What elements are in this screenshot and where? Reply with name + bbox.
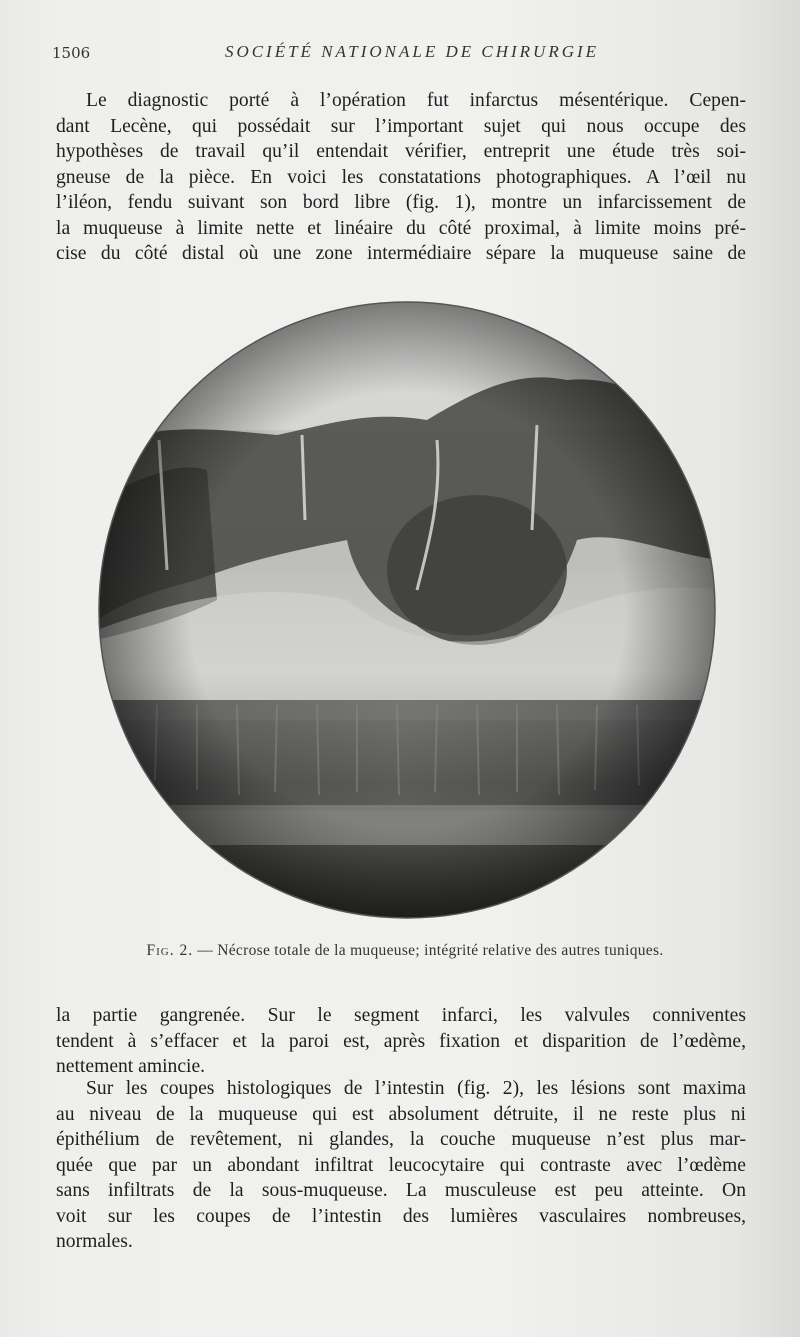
text-line: épithélium de revêtement, ni glandes, la couche muqueuse n’est plus mar-	[56, 1129, 746, 1150]
running-header	[52, 40, 752, 68]
micrograph-figure	[97, 300, 717, 920]
text-line: la partie gangrenée. Sur le segment infarci, les valvules conniventes	[56, 1005, 746, 1026]
text-line: dant Lecène, qui possédait sur l’important sujet qui nous occupe des	[56, 115, 746, 137]
text-line: Le diagnostic porté à l’opération fut infarctus mésentérique. Cepen-	[86, 90, 746, 111]
page-number: 1506	[52, 44, 91, 62]
text-line: nettement amincie.	[56, 1056, 206, 1077]
text-line: gneuse de la pièce. En voici les constatations photographiques. A l’œil nu	[56, 166, 746, 188]
text-line: quée que par un abondant infiltrat leucocytaire qui contraste avec l’œdème	[56, 1154, 746, 1176]
text-line: la muqueuse à limite nette et linéaire du côté proximal, à limite moins pré-	[56, 217, 746, 239]
text-line: normales.	[56, 1231, 133, 1252]
text-line: sans infiltrats de la sous-muqueuse. La musculeuse est peu atteinte. On	[56, 1180, 746, 1201]
text-line: au niveau de la muqueuse qui est absolument détruite, il ne reste plus ni	[56, 1103, 746, 1125]
text-line: Sur les coupes histologiques de l’intestin (fig. 2), les lésions sont maxima	[86, 1078, 746, 1099]
micrograph-image	[97, 300, 717, 920]
text-line: l’iléon, fendu suivant son bord libre (fig. 1), montre un infarcissement de	[56, 192, 746, 213]
text-line: tendent à s’effacer et la paroi est, après fixation et disparition de l’œdème,	[56, 1030, 746, 1052]
paragraph-2	[56, 1003, 746, 1080]
text-line: voit sur les coupes de l’intestin des lumières vasculaires nombreuses,	[56, 1205, 746, 1227]
running-title: SOCIÉTÉ NATIONALE DE CHIRURGIE	[224, 42, 600, 61]
paragraph-1	[56, 88, 746, 267]
figure-caption	[60, 942, 750, 960]
figure-caption-text: — Nécrose totale de la muqueuse; intégrité relative des autres tuniques.	[193, 942, 664, 959]
text-line: hypothèses de travail qu’il entendait vérifier, entreprit une étude très soi-	[56, 141, 746, 162]
paragraph-3	[56, 1076, 746, 1255]
text-line: cise du côté distal où une zone intermédiaire sépare la muqueuse saine de	[56, 243, 746, 264]
figure-label: Fig. 2.	[146, 942, 194, 959]
